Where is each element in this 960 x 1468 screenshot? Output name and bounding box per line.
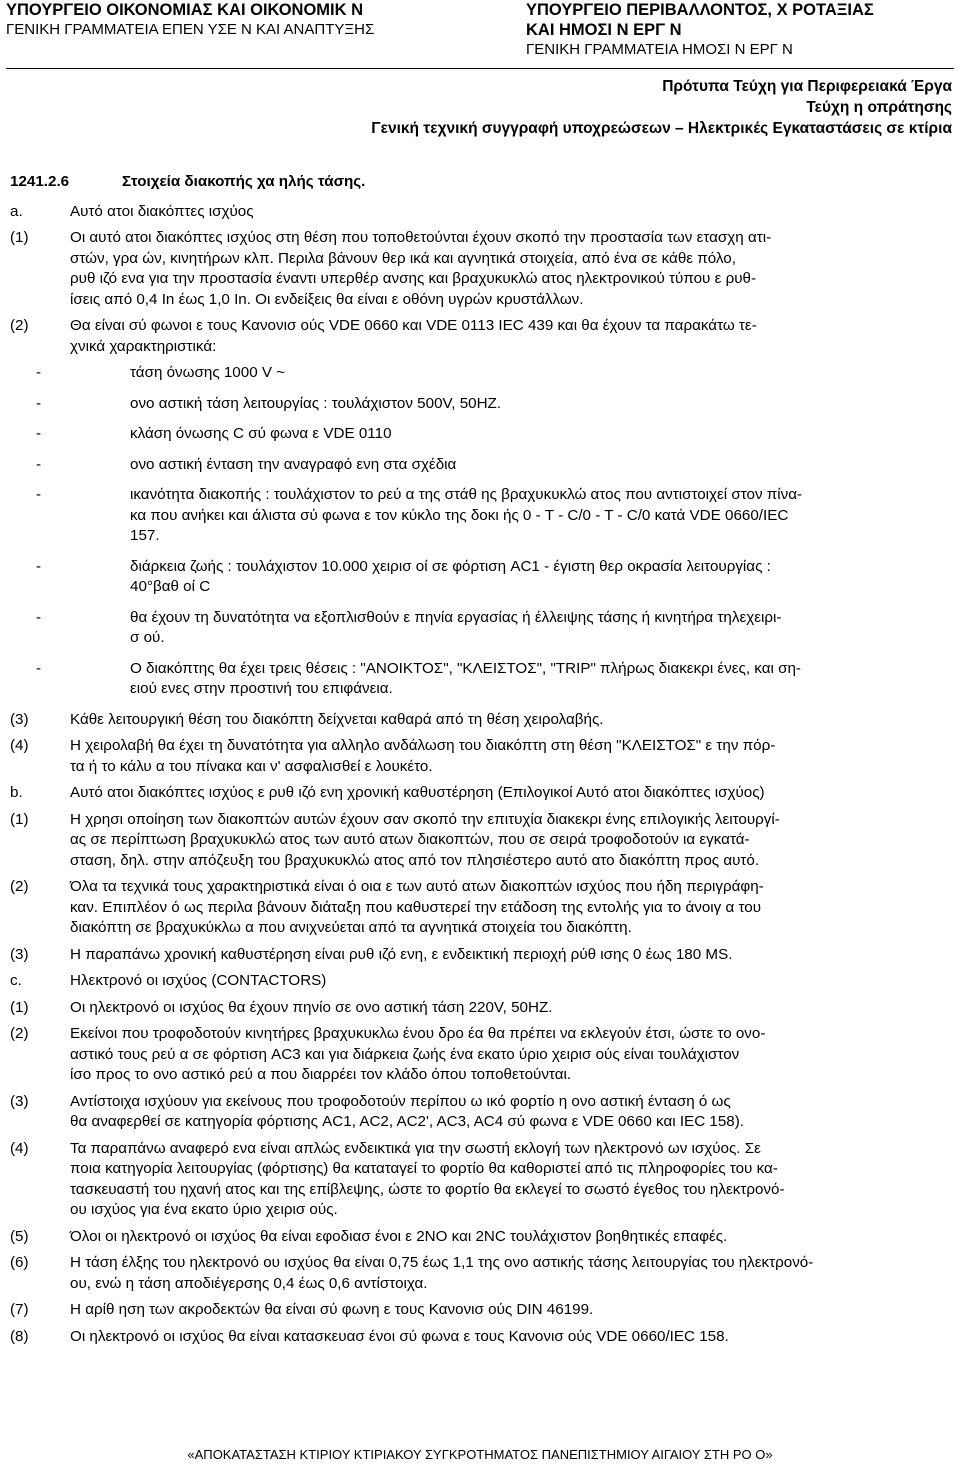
text-line: ικανότητα διακοπής : τουλάχιστον το ρεύ α της στάθ ης βραχυκυκλώ ατος που αντιστοιχεί στον πίνα- xyxy=(130,486,803,503)
text-line: ρυθ ιζό ενα για την προστασία έναντι υπερθέρ ανσης και βραχυκυκλώ ατος ηλεκτρονικού τύπου ε ρυθ- xyxy=(70,270,757,287)
text-line: Όλοι οι ηλεκτρονό οι ισχύος θα είναι εφοδιασ ένοι ε 2NO και 2NC τουλάχιστον βοηθητικές επαφές. xyxy=(70,1227,728,1245)
text-line: χνικά χαρακτηριστικά: xyxy=(70,337,217,355)
text-line: ου ισχύος για ένα εκατο ύριο χειρισ ούς. xyxy=(70,1201,338,1218)
text-line: Οι αυτό ατοι διακόπτες ισχύος στη θέση που τοποθετούνται έχουν σκοπό την προστασία των ετασχη ατι- xyxy=(70,229,772,246)
section-number: 1241.2.6 xyxy=(10,173,70,190)
paragraph-label: a. xyxy=(10,202,23,220)
paragraph-label: (4) xyxy=(10,737,29,754)
text-line: Η αρίθ ηση των ακροδεκτών θα είναι σύ φωνη ε τους Κανονισ ούς DIN 46199. xyxy=(70,1301,594,1318)
bullet-item xyxy=(10,557,956,598)
text-line: ονο αστική ένταση την αναγραφό ενη στα σχέδια xyxy=(130,455,457,473)
paragraph-label: (5) xyxy=(10,1227,29,1245)
paragraph-text xyxy=(10,810,956,872)
bullet-item xyxy=(10,394,956,415)
paragraph-text xyxy=(10,877,956,939)
text-line: ίσεις από 0,4 In έως 1,0 In. Οι ενδείξεις θα είναι ε οθόνη υγρών κρυστάλλων. xyxy=(70,290,584,308)
text-line: Ο διακόπτης θα έχει τρεις θέσεις : "ΑΝΟΙΚΤΟΣ", "ΚΛΕΙΣΤΟΣ", "TRIP" πλήρως διακεκρι ένες, και ση- xyxy=(130,659,801,677)
text-line: καν. Επιπλέον ό ως περιλα βάνουν διάταξη που καθυστερεί την ετάδοση της εντολής για το άνοιγ α του xyxy=(70,898,761,916)
bullet-item xyxy=(10,424,956,445)
text-line: τασκευαστή του ηχανή ατος και της επίβλεψης, ώστε το φορτίο θα εκλεγεί το σωστό έγεθος του ηλεκτρονό- xyxy=(70,1180,785,1198)
doc-info-line-2: Τεύχη η οπράτησης xyxy=(806,99,952,116)
paragraph-label: (3) xyxy=(10,945,29,963)
text-line: Η χρησι οποίηση των διακοπτών αυτών έχουν σαν σκοπό την επιτυχία διακεκρι ένης επιλογικής λειτουργί- xyxy=(70,810,780,828)
numbered-paragraph xyxy=(10,1092,956,1133)
paragraph-text xyxy=(10,1139,956,1221)
paragraph-text xyxy=(10,455,956,476)
paragraph-text xyxy=(10,228,956,310)
text-line: ας σε περίπτωση βραχυκυκλώ ατος των αυτό ατων διακοπτών, που σε σειρά τροφοδοτούν ια εγκατά- xyxy=(70,831,750,848)
bullet-item xyxy=(10,455,956,476)
numbered-paragraph xyxy=(10,228,956,310)
page-header xyxy=(0,0,960,70)
numbered-paragraph xyxy=(10,316,956,357)
doc-info-line-3: Γενική τεχνική συγγραφή υποχρεώσεων – Ηλεκτρικές Εγκαταστάσεις σε κτίρια xyxy=(371,120,952,137)
paragraph-label: (2) xyxy=(10,878,29,895)
text-line: θα αναφερθεί σε κατηγορία φόρτισης AC1, AC2, AC2', AC3, AC4 σύ φωνα ε VDE 0660 και IEC 158). xyxy=(70,1113,744,1130)
ministry-economy-title: ΥΠΟΥΡΓΕΙΟ ΟΙΚΟΝΟΜΙΑΣ ΚΑΙ ΟΙΚΟΝΟΜΙΚ Ν xyxy=(6,1,364,19)
paragraph-text xyxy=(10,1227,956,1248)
text-line: διακόπτη σε βραχυκύκλω α που ανιχνεύεται από τα αγνητικά στοιχεία του διακόπτη. xyxy=(70,919,632,936)
paragraph-text xyxy=(10,1327,956,1348)
text-line: Όλα τα τεχνικά τους χαρακτηριστικά είναι ό οια ε των αυτό ατων διακοπτών ισχύος που ήδη περιγράφη- xyxy=(70,878,764,895)
bullet-dash: - xyxy=(36,659,42,677)
paragraph-text xyxy=(10,971,956,992)
paragraph-text xyxy=(10,736,956,777)
text-line: ποια κατηγορία λειτουργίας (φόρτισης) θα καταταγεί το φορτίο θα καθοριστεί από τις πληροφορίες του κα- xyxy=(70,1160,778,1177)
paragraph-label: c. xyxy=(10,972,22,989)
text-line: Αντίστοιχα ισχύουν για εκείνους που τροφοδοτούν περίπου ω ικό φορτίο η ονο αστική ένταση ό ως xyxy=(70,1092,731,1110)
bullet-item xyxy=(10,363,956,384)
bullet-dash: - xyxy=(36,425,42,442)
text-line: κλάση όνωσης C σύ φωνα ε VDE 0110 xyxy=(130,425,392,442)
paragraph-text xyxy=(10,316,956,357)
bullet-dash: - xyxy=(36,364,42,381)
numbered-paragraph xyxy=(10,1253,956,1294)
header-left xyxy=(6,0,374,40)
paragraph-text xyxy=(10,1300,956,1321)
bullet-item xyxy=(10,608,956,649)
paragraph-label: (8) xyxy=(10,1327,29,1345)
paragraph-text xyxy=(10,608,956,649)
numbered-paragraph xyxy=(10,1227,956,1248)
numbered-paragraph xyxy=(10,736,956,777)
paragraph-label: (1) xyxy=(10,998,29,1016)
text-line: Ηλεκτρονό οι ισχύος (CONTACTORS) xyxy=(70,972,327,989)
bullet-dash: - xyxy=(36,486,42,503)
paragraph-text xyxy=(10,659,956,700)
bullet-dash: - xyxy=(36,394,42,412)
text-line: Θα είναι σύ φωνοι ε τους Κανονισ ούς VDE 0660 και VDE 0113 IEC 439 και θα έχουν τα παρακάτω τε- xyxy=(70,317,757,334)
paragraph-label: (3) xyxy=(10,1092,29,1110)
numbered-paragraph xyxy=(10,710,956,731)
paragraph-text xyxy=(10,424,956,445)
paragraph-label: b. xyxy=(10,784,23,801)
paragraph-label: (4) xyxy=(10,1139,29,1157)
ministry-environment-subtitle: ΓΕΝΙΚΗ ΓΡΑΜΜΑΤΕΙΑ ΗΜΟΣΙ Ν ΕΡΓ Ν xyxy=(526,41,793,58)
page-footer: «ΑΠΟΚΑΤΑΣΤΑΣΗ ΚΤΙΡΙΟΥ ΚΤΙΡΙΑΚΟΥ ΣΥΓΚΡΟΤΗΜΑΤΟΣ ΠΑΝΕΠΙΣΤΗΜΙΟΥ ΑΙΓΑΙΟΥ ΣΤΗ ΡΟ Ο» xyxy=(187,1447,773,1462)
paragraph-text xyxy=(10,202,956,223)
text-line: Αυτό ατοι διακόπτες ισχύος ε ρυθ ιζό ενη χρονική καθυστέρηση (Επιλογικοί Αυτό ατοι διακόπτες ισχύος) xyxy=(70,784,765,801)
text-line: διάρκεια ζωής : τουλάχιστον 10.000 χειρισ οί σε φόρτιση AC1 - έγιστη θερ οκρασία λειτουργίας : xyxy=(130,557,771,575)
text-line: στών, γρα ών, κινητήρων κλπ. Περιλα βάνουν θερ ικά και αγνητικά στοιχεία, από ένα σε κάθε πόλο, xyxy=(70,249,736,267)
text-line: Εκείνοι που τροφοδοτούν κινητήρες βραχυκυκλω ένου δρο έα θα πρέπει να εκλεγούν έτσι, ώστε το ονο- xyxy=(70,1025,766,1042)
paragraph-label: (2) xyxy=(10,1025,29,1042)
text-line: κα που ανήκει και άλιστα σύ φωνα ε τον κύκλο της δοκι ής 0 - T - C/0 - T - C/0 κατά VDE 0660/IEC xyxy=(130,506,789,524)
numbered-paragraph xyxy=(10,1024,956,1086)
paragraph-text xyxy=(10,1092,956,1133)
paragraph-label: (3) xyxy=(10,710,29,728)
bullet-dash: - xyxy=(36,455,42,473)
paragraph-text xyxy=(10,710,956,731)
text-line: Η παραπάνω χρονική καθυστέρηση είναι ρυθ ιζό ενη, ε ενδεικτική περιοχή ρύθ ισης 0 έως 180 MS. xyxy=(70,945,733,963)
paragraph-text xyxy=(10,485,956,547)
text-line: Κάθε λειτουργική θέση του διακόπτη δείχνεται καθαρά από τη θέση χειρολαβής. xyxy=(70,710,604,728)
text-line: σ ού. xyxy=(130,629,165,646)
ministry-environment-title-2: ΚΑΙ ΗΜΟΣΙ Ν ΕΡΓ Ν xyxy=(526,21,682,39)
text-line: τα ή το κάλυ α του πίνακα και ν' ασφαλισθεί ε λουκέτο. xyxy=(70,757,433,775)
text-line: Η τάση έλξης του ηλεκτρονό ου ισχύος θα είναι 0,75 έως 1,1 της ονο αστικής τάσης λειτουργίας του ηλεκτρονό- xyxy=(70,1254,814,1271)
ministry-economy-subtitle: ΓΕΝΙΚΗ ΓΡΑΜΜΑΤΕΙΑ ΕΠΕΝ ΥΣΕ Ν ΚΑΙ ΑΝΑΠΤΥΞΗΣ xyxy=(6,21,375,38)
paragraph-text xyxy=(10,783,956,804)
document-body xyxy=(10,172,956,1353)
text-line: 157. xyxy=(130,527,160,544)
header-right xyxy=(526,0,874,60)
paragraph-text xyxy=(10,363,956,384)
paragraph-label: (1) xyxy=(10,229,29,246)
section-title: Στοιχεία διακοπής χα ηλής τάσης. xyxy=(122,173,366,190)
bullet-dash: - xyxy=(36,557,42,575)
paragraph-label: (2) xyxy=(10,317,29,334)
numbered-paragraph xyxy=(10,783,956,804)
text-line: σταση, δηλ. στην απόζευξη του βραχυκυκλώ ατος από τον πλησιέστερο αυτό ατο διακόπτη προς αυτό. xyxy=(70,851,760,869)
doc-info-line-1: Πρότυπα Τεύχη για Περιφερειακά Έργα xyxy=(662,78,952,95)
text-line: Οι ηλεκτρονό οι ισχύος θα είναι κατασκευασ ένοι σύ φωνα ε τους Κανονισ ούς VDE 0660/IEC 158. xyxy=(70,1327,729,1345)
text-line: αστικό τους ρεύ α σε φόρτιση AC3 και για διάρκεια ζωής ένα εκατο ύριο χειρισ ούς είναι τουλάχιστον xyxy=(70,1045,740,1063)
section-heading xyxy=(10,172,956,193)
numbered-paragraph xyxy=(10,202,956,223)
ministry-environment-title-1: ΥΠΟΥΡΓΕΙΟ ΠΕΡΙΒΑΛΛΟΝΤΟΣ, Χ ΡΟΤΑΞΙΑΣ xyxy=(526,1,874,19)
text-line: ου, ενώ η τάση αποδιέγερσης 0,4 έως 0,6 αντίστοιχα. xyxy=(70,1274,428,1292)
paragraph-text xyxy=(10,557,956,598)
bullet-item xyxy=(10,659,956,700)
numbered-paragraph xyxy=(10,945,956,966)
paragraph-label: (1) xyxy=(10,810,29,828)
bullet-item xyxy=(10,485,956,547)
text-line: τάση όνωσης 1000 V ~ xyxy=(130,364,286,381)
paragraph-text xyxy=(10,998,956,1019)
text-line: ίσο προς το ονο αστικό ρεύ α που διαρρέει τον κλάδο όπου τοποθετούνται. xyxy=(70,1066,572,1083)
numbered-paragraph xyxy=(10,810,956,872)
paragraph-text xyxy=(10,1024,956,1086)
paragraph-label: (6) xyxy=(10,1254,29,1271)
bullet-dash: - xyxy=(36,608,42,626)
paragraph-label: (7) xyxy=(10,1301,29,1318)
text-line: Τα παραπάνω αναφερό ενα είναι απλώς ενδεικτικά για την σωστή εκλογή των ηλεκτρονό ων ισχύος. Σε xyxy=(70,1139,761,1157)
text-line: ειού ενες στην προστινή του επιφάνεια. xyxy=(130,680,393,697)
text-line: Αυτό ατοι διακόπτες ισχύος xyxy=(70,202,254,220)
numbered-paragraph xyxy=(10,971,956,992)
document-info xyxy=(371,76,952,139)
numbered-paragraph xyxy=(10,1300,956,1321)
text-line: ονο αστική τάση λειτουργίας : τουλάχιστον 500V, 50HZ. xyxy=(130,394,502,412)
text-line: Η χειρολαβή θα έχει τη δυνατότητα για αλληλο ανδάλωση του διακόπτη στη θέση "ΚΛΕΙΣΤΟΣ" ε την πόρ- xyxy=(70,737,776,754)
numbered-paragraph xyxy=(10,1139,956,1221)
header-divider xyxy=(6,68,954,69)
numbered-paragraph xyxy=(10,1327,956,1348)
text-line: Οι ηλεκτρονό οι ισχύος θα έχουν πηνίο σε ονο αστική τάση 220V, 50HZ. xyxy=(70,998,553,1016)
paragraph-text xyxy=(10,394,956,415)
numbered-paragraph xyxy=(10,998,956,1019)
paragraph-text xyxy=(10,945,956,966)
text-line: 40°βαθ οί C xyxy=(130,578,211,595)
text-line: θα έχουν τη δυνατότητα να εξοπλισθούν ε πηνία εργασίας ή έλλειψης τάσης ή κινητήρα τηλεχειρι- xyxy=(130,608,782,626)
paragraph-text xyxy=(10,1253,956,1294)
numbered-paragraph xyxy=(10,877,956,939)
